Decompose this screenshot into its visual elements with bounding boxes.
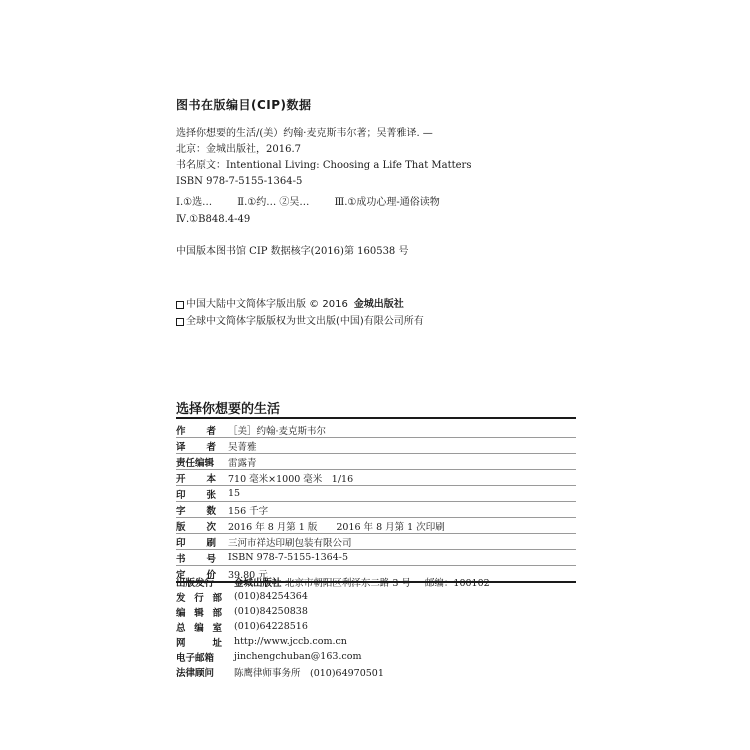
cip-classification xyxy=(176,194,440,228)
field-value: (010)64228516 xyxy=(234,621,308,632)
cip-line: 书名原文：Intentional Living: Choosing a Life That Matters xyxy=(176,160,472,171)
copyright-line xyxy=(176,296,424,313)
publisher-row xyxy=(176,664,576,679)
field-label: 网 址 xyxy=(176,637,222,649)
field-label: 字 数 xyxy=(176,505,216,517)
field-label: 作 者 xyxy=(176,425,216,437)
classification-item: Ⅲ.①成功心理-通俗读物 xyxy=(334,197,440,208)
classification-item: Ⅳ.①B848.4-49 xyxy=(176,214,251,225)
publisher-row xyxy=(176,574,576,589)
detail-row xyxy=(176,486,576,502)
publisher-row xyxy=(176,604,576,619)
divider xyxy=(176,417,576,419)
field-label: 电子邮箱 xyxy=(176,652,215,664)
publisher-name: 金城出版社 xyxy=(353,299,404,310)
cip-line: 选择你想要的生活/(美）约翰·麦克斯韦尔著；吴菁雅译. — xyxy=(176,128,433,139)
detail-row xyxy=(176,550,576,566)
cip-line: ISBN 978-7-5155-1364-5 xyxy=(176,176,303,187)
classification-row xyxy=(176,194,440,211)
detail-row xyxy=(176,534,576,550)
field-label: 编 辑 部 xyxy=(176,607,222,619)
field-value: 陈鹰律师事务所 (010)64970501 xyxy=(234,667,384,679)
cip-title: 图书在版编目(CIP)数据 xyxy=(176,98,312,112)
field-label: 印 刷 xyxy=(176,537,216,549)
field-value: ISBN 978-7-5155-1364-5 xyxy=(228,552,348,563)
field-value: 156 千字 xyxy=(228,505,269,517)
classification-item: Ⅱ.①约… ②吴… xyxy=(237,197,310,208)
field-value: (010)84254364 xyxy=(234,591,308,602)
copyright-line xyxy=(176,313,424,330)
field-value: http://www.jccb.com.cn xyxy=(234,636,347,647)
field-value: 710 毫米×1000 毫米 1/16 xyxy=(228,473,354,485)
cip-entry xyxy=(176,126,506,190)
classification-row xyxy=(176,211,440,228)
field-value: 2016 年 8 月第 1 版 2016 年 8 月第 1 次印刷 xyxy=(228,521,445,533)
publisher-row xyxy=(176,649,576,664)
field-value: 15 xyxy=(228,488,241,499)
copyright-text: 全球中文简体字版版权为世文出版(中国)有限公司所有 xyxy=(186,316,424,327)
postal-code: 邮编：100102 xyxy=(424,577,490,589)
book-title: 选择你想要的生活 xyxy=(176,402,281,417)
field-value: 39.80 元 xyxy=(228,569,268,581)
publisher-info xyxy=(176,574,576,679)
field-value: (010)84250838 xyxy=(234,606,308,617)
detail-row xyxy=(176,454,576,470)
field-label: 责任编辑 xyxy=(176,457,215,469)
field-label: 版 次 xyxy=(176,521,216,533)
publisher-brand: 金城出版社 xyxy=(234,577,285,589)
classification-item: Ⅰ.①选… xyxy=(176,197,213,208)
cip-record-number: 中国版本图书馆 CIP 数据核字(2016)第 160538 号 xyxy=(176,246,409,257)
copyright-notice xyxy=(176,296,424,330)
checkbox-icon xyxy=(176,318,184,326)
field-label: 书 号 xyxy=(176,553,216,565)
field-value: 吴菁雅 xyxy=(228,441,257,453)
checkbox-icon xyxy=(176,301,184,309)
detail-row xyxy=(176,422,576,438)
field-label: 法律顾问 xyxy=(176,667,215,679)
detail-row xyxy=(176,518,576,534)
cip-line: 北京：金城出版社，2016.7 xyxy=(176,144,301,155)
field-value: ［美］约翰·麦克斯韦尔 xyxy=(228,425,327,437)
copyright-text: 中国大陆中文简体字版出版 © 2016 xyxy=(186,299,348,310)
detail-row xyxy=(176,470,576,486)
field-label: 译 者 xyxy=(176,441,216,453)
field-value: 雷露青 xyxy=(228,457,257,469)
field-value: 金城出版社 北京市朝阳区利泽东二路 3 号 xyxy=(234,577,411,589)
publisher-row xyxy=(176,634,576,649)
field-label: 开 本 xyxy=(176,473,216,485)
publisher-row xyxy=(176,619,576,634)
field-value: jinchengchuban@163.com xyxy=(234,651,362,662)
detail-row xyxy=(176,502,576,518)
detail-row xyxy=(176,438,576,454)
field-label: 出版发行 xyxy=(176,577,215,589)
field-label: 发 行 部 xyxy=(176,592,222,604)
publisher-row xyxy=(176,589,576,604)
book-details-table xyxy=(176,422,576,583)
field-label: 定 价 xyxy=(176,569,216,581)
field-label: 印 张 xyxy=(176,489,216,501)
field-value: 三河市祥达印刷包装有限公司 xyxy=(228,537,352,549)
field-label: 总 编 室 xyxy=(176,622,222,634)
